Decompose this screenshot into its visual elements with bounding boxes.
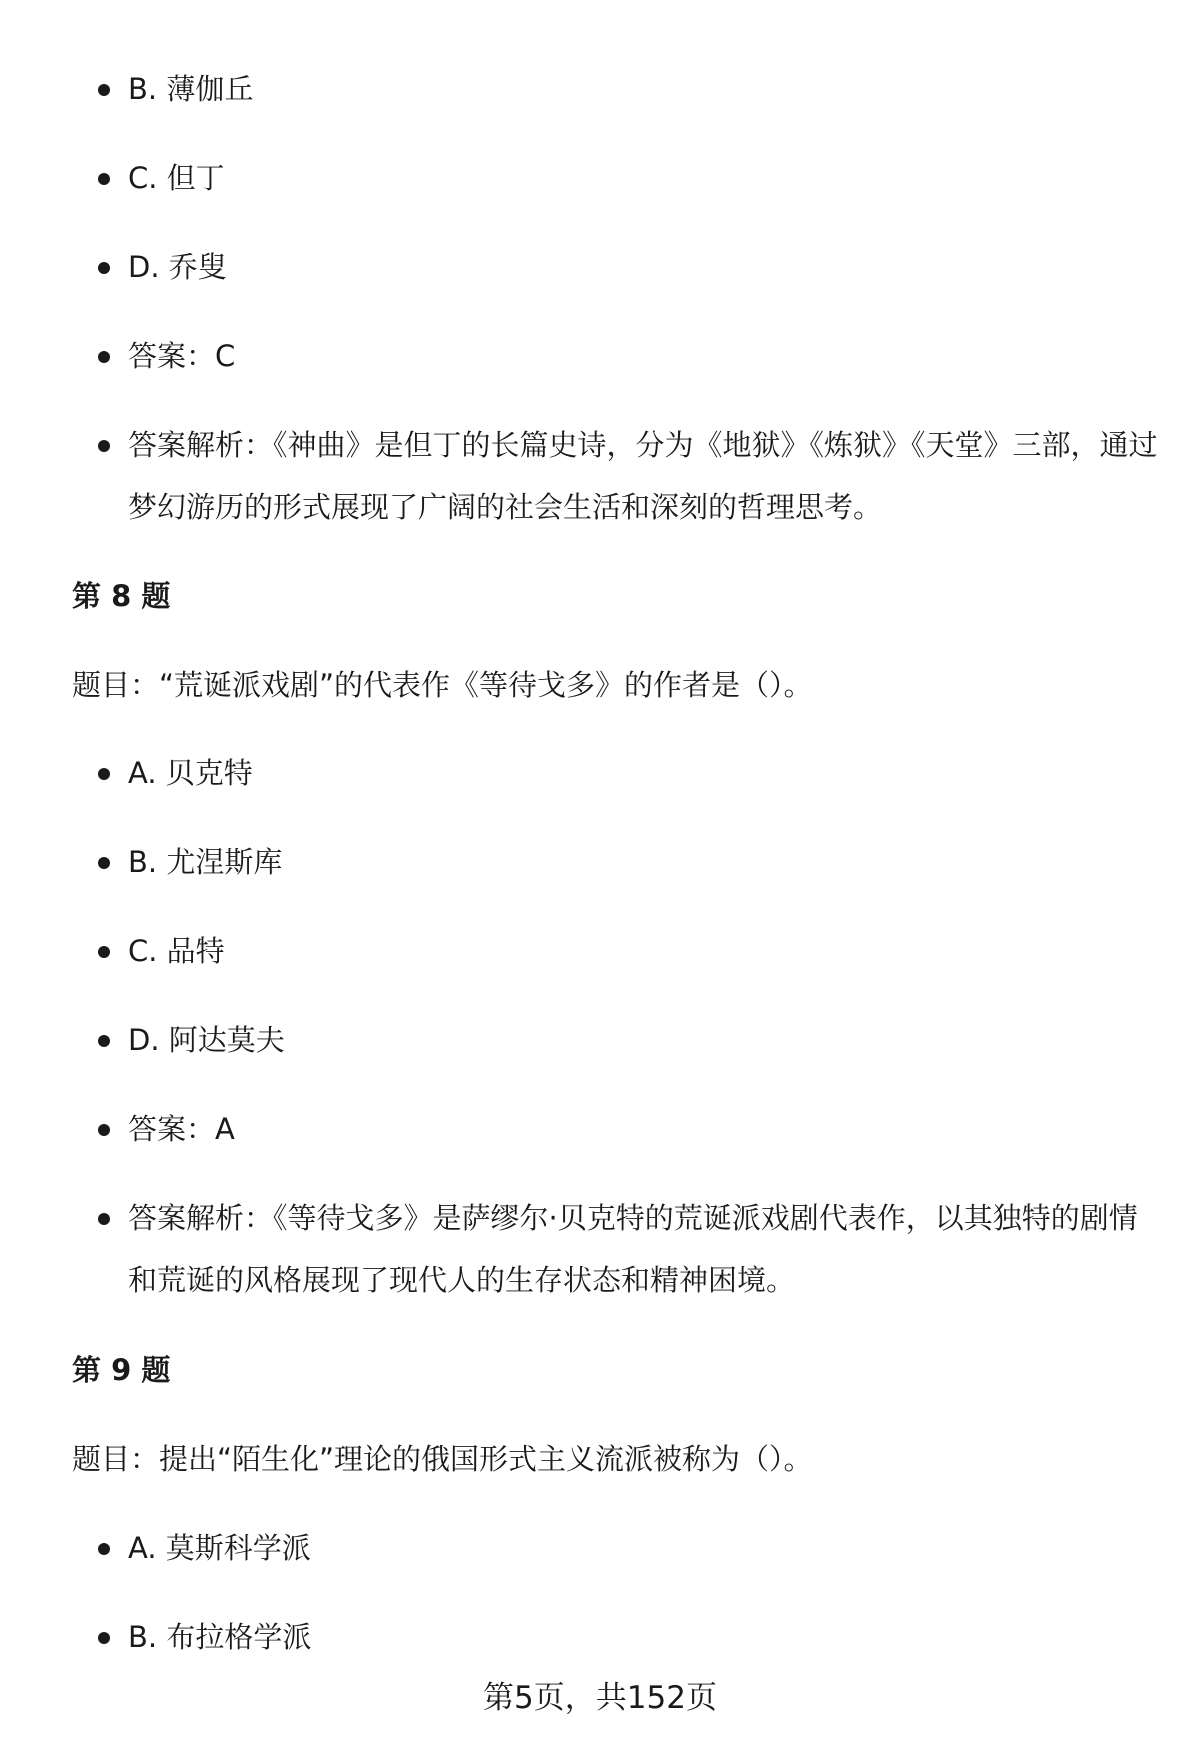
- option-c: C. 但丁: [0, 147, 1200, 209]
- option-a: A. 莫斯科学派: [0, 1517, 1200, 1579]
- answer: 答案：C: [0, 325, 1200, 387]
- question-8-text: 题目：“荒诞派戏剧”的代表作《等待戈多》的作者是（）。: [72, 668, 813, 702]
- answer-explanation: 答案解析：《等待戈多》是萨缪尔·贝克特的荒诞派戏剧代表作，以其独特的剧情和荒诞的风格展现了现代人的生存状态和精神困境。: [0, 1187, 1200, 1311]
- option-b: B. 布拉格学派: [0, 1606, 1200, 1668]
- question-9-text: 题目：提出“陌生化”理论的俄国形式主义流派被称为（）。: [72, 1442, 813, 1476]
- option-d: D. 阿达莫夫: [0, 1009, 1200, 1071]
- option-d: D. 乔叟: [0, 236, 1200, 298]
- option-a: A. 贝克特: [0, 742, 1200, 804]
- page-indicator: 第5页，共152页: [483, 1680, 717, 1716]
- answer-explanation: 答案解析：《神曲》是但丁的长篇史诗，分为《地狱》《炼狱》《天堂》三部，通过梦幻游历的形式展现了广阔的社会生活和深刻的哲理思考。: [0, 414, 1200, 538]
- option-c: C. 品特: [0, 920, 1200, 982]
- answer: 答案：A: [0, 1098, 1200, 1160]
- question-9-heading: 第 9 题: [72, 1353, 171, 1387]
- option-b: B. 尤涅斯库: [0, 831, 1200, 893]
- q7-continued-list: [0, 58, 1200, 538]
- option-b: B. 薄伽丘: [0, 58, 1200, 120]
- q9-options-list: [0, 1517, 1200, 1695]
- q8-options-list: [0, 742, 1200, 1311]
- question-8-heading: 第 8 题: [72, 579, 171, 613]
